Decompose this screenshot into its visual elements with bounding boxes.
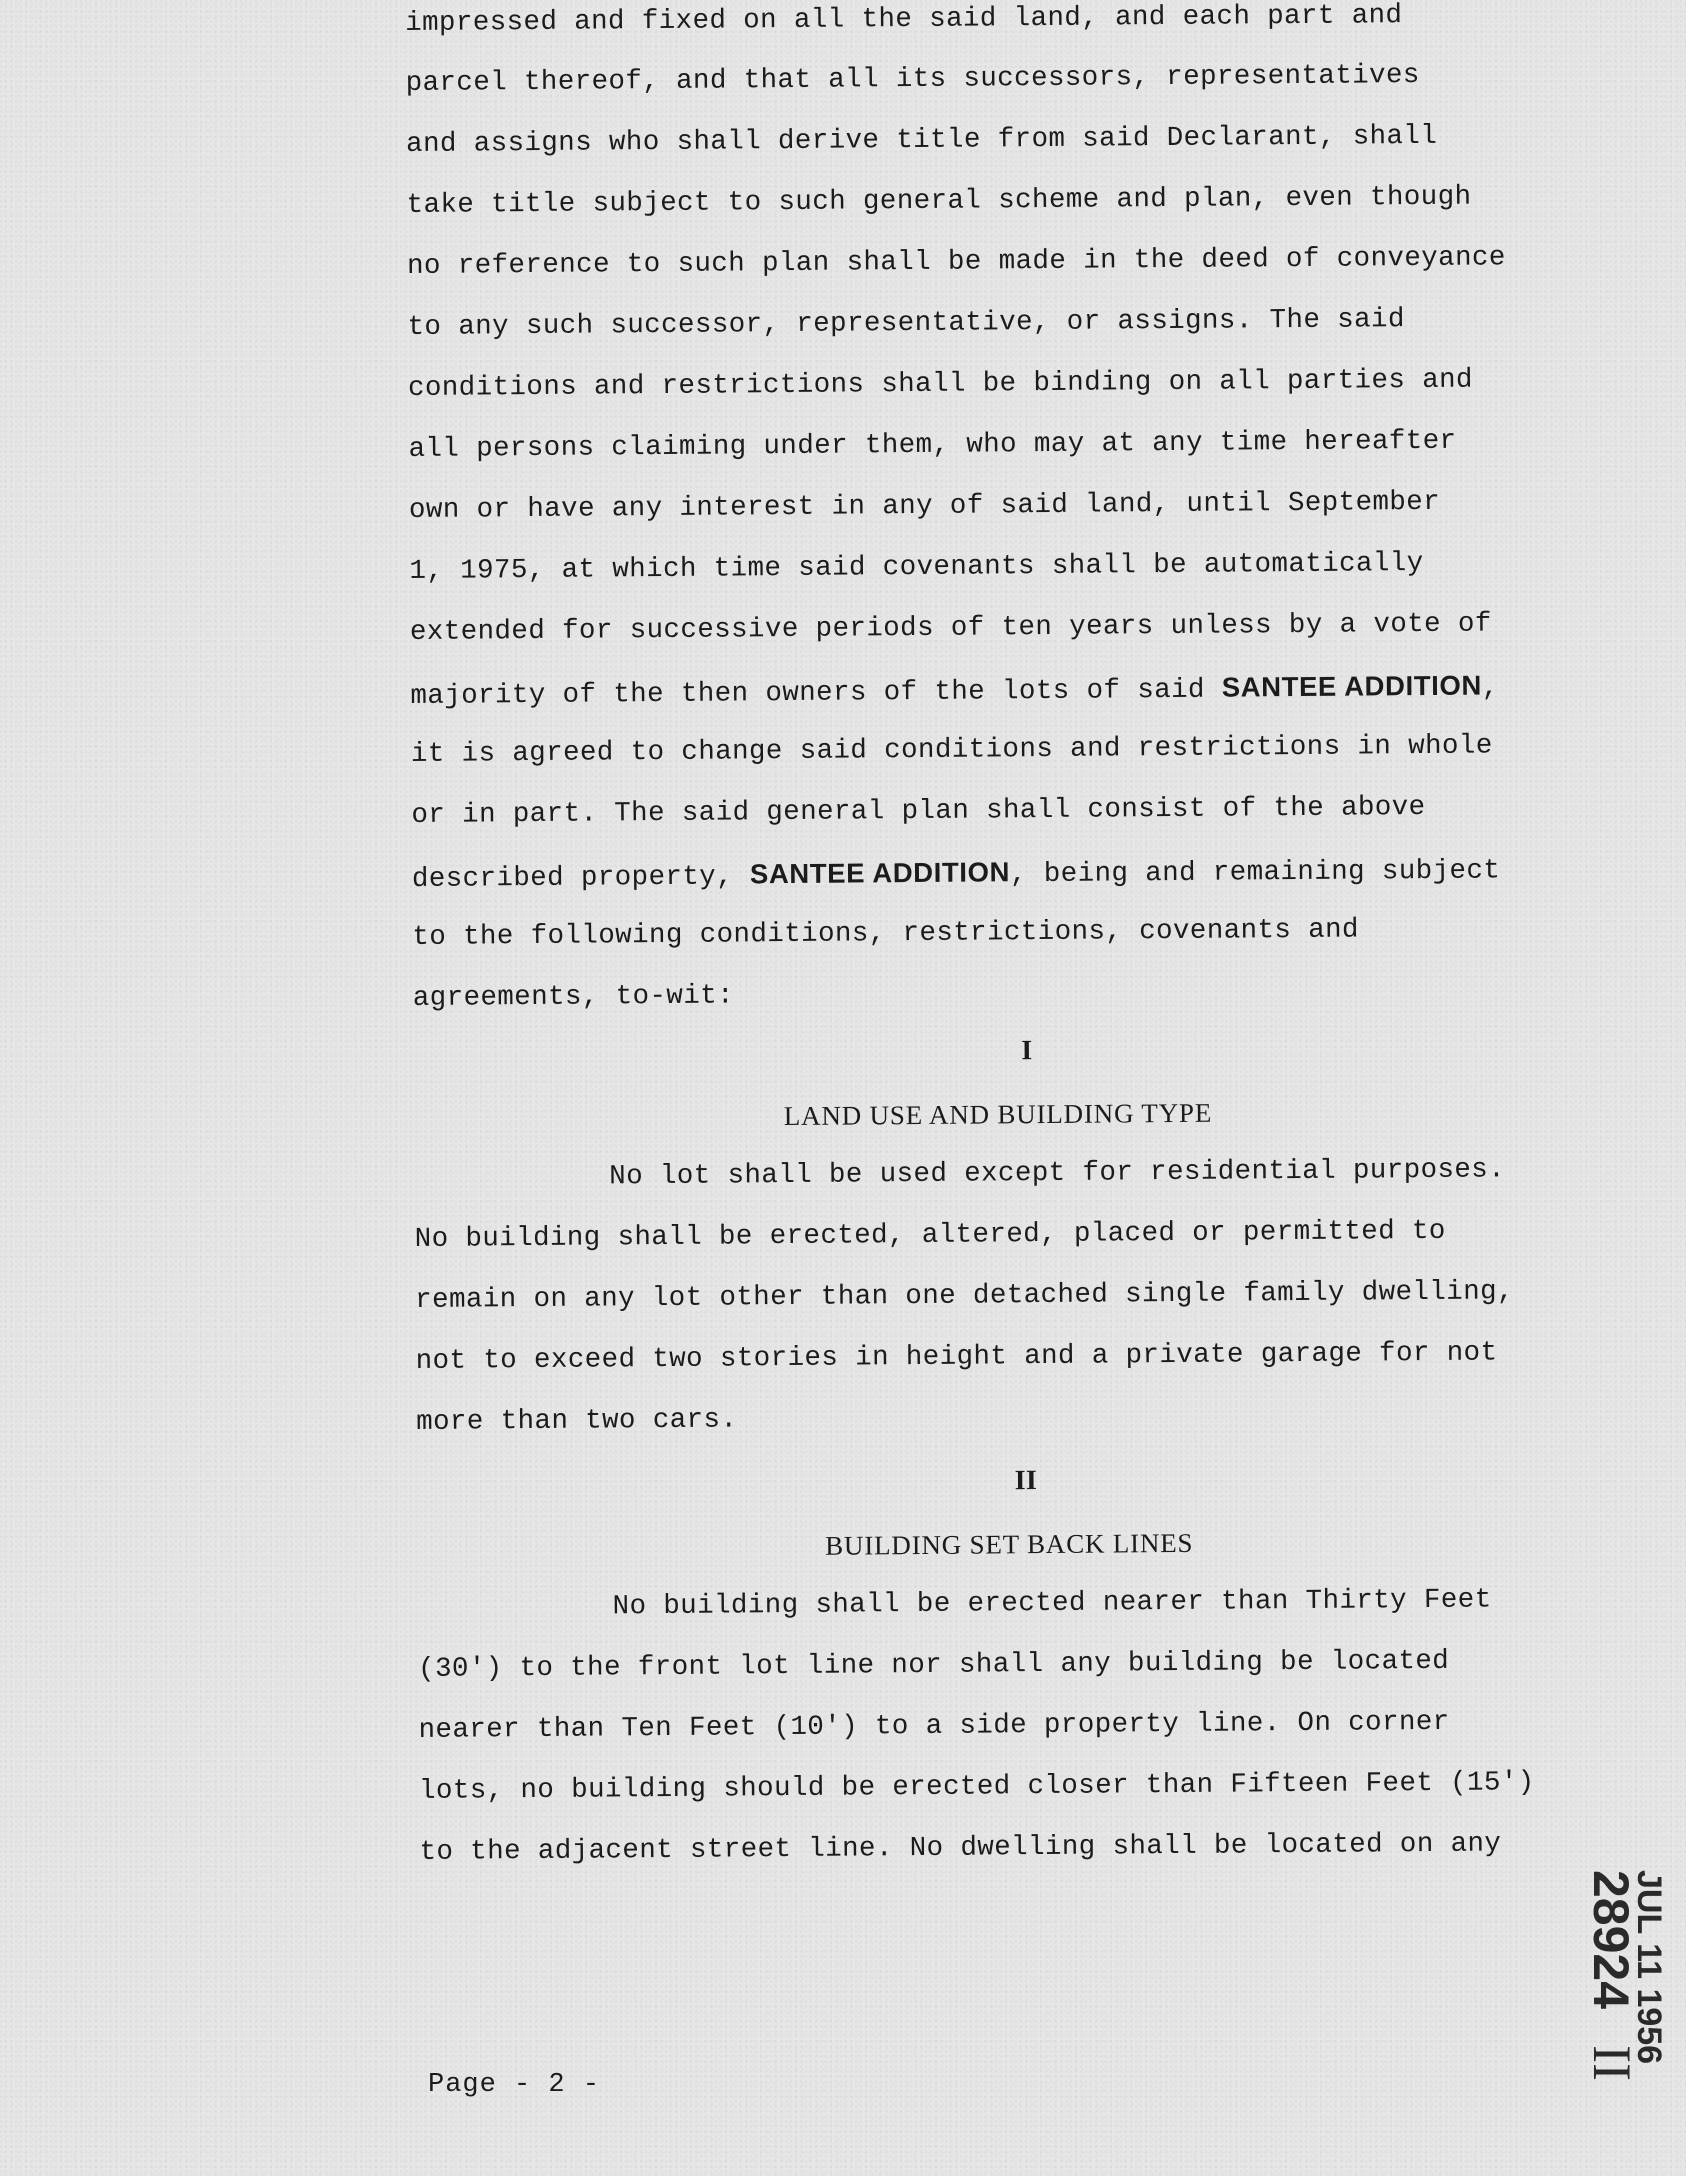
text-line: impressed and fixed on all the said land, and each part and bbox=[405, 0, 1403, 39]
text-line: to the adjacent street line. No dwelling shall be located on any bbox=[419, 1828, 1502, 1868]
text-line: lots, no building should be erected closer than Fifteen Feet (15') bbox=[418, 1767, 1535, 1807]
text-span: majority of the then owners of the lots of said bbox=[410, 674, 1222, 712]
text-line: agreements, to-wit: bbox=[412, 980, 735, 1014]
page-number: Page - 2 - bbox=[428, 2070, 601, 2100]
scan-edge bbox=[1686, 0, 1696, 2176]
text-line: nearer than Ten Feet (10') to a side property line. On corner bbox=[418, 1706, 1450, 1746]
recording-stamp bbox=[1572, 1862, 1668, 2132]
text-line: remain on any lot other than one detached single family dwelling, bbox=[415, 1276, 1514, 1316]
text-line: and assigns who shall derive title from said Declarant, shall bbox=[406, 120, 1438, 160]
text-line: to the following conditions, restrictions, covenants and bbox=[412, 914, 1360, 953]
text-line bbox=[410, 671, 1499, 710]
subdivision-name: SANTEE ADDITION bbox=[749, 856, 1011, 890]
text-line: No lot shall be used except for residential purposes. bbox=[609, 1154, 1506, 1193]
section-numeral: I bbox=[1021, 1035, 1033, 1067]
stamp-number: 28924 bbox=[1583, 1870, 1639, 2010]
text-line: parcel thereof, and that all its successors, representatives bbox=[405, 60, 1420, 99]
text-line: 1, 1975, at which time said covenants shall be automatically bbox=[409, 548, 1424, 587]
section-numeral: II bbox=[1014, 1465, 1038, 1497]
text-line: take title subject to such general scheme and plan, even though bbox=[406, 181, 1472, 221]
text-line: it is agreed to change said conditions and restrictions in whole bbox=[410, 730, 1493, 770]
text-line: to any such successor, representative, or assigns. The said bbox=[407, 304, 1405, 343]
subdivision-name: SANTEE ADDITION bbox=[1221, 669, 1482, 703]
text-line: extended for successive periods of ten years unless by a vote of bbox=[409, 608, 1492, 648]
text-line: (30') to the front lot line nor shall any building be located bbox=[417, 1645, 1450, 1685]
stamp-mark: II bbox=[1582, 2045, 1642, 2081]
text-line: No building shall be erected nearer than Thirty Feet bbox=[612, 1584, 1492, 1623]
text-line: own or have any interest in any of said land, until September bbox=[408, 486, 1441, 526]
text-span: , being and remaining subject bbox=[1009, 855, 1501, 891]
text-span: , bbox=[1481, 672, 1499, 704]
text-line bbox=[412, 854, 1501, 893]
text-line: conditions and restrictions shall be binding on all parties and bbox=[407, 364, 1474, 404]
text-line: or in part. The said general plan shall consist of the above bbox=[411, 792, 1426, 831]
section-heading: BUILDING SET BACK LINES bbox=[825, 1527, 1194, 1561]
text-line: not to exceed two stories in height and a private garage for not bbox=[415, 1337, 1498, 1377]
text-line: all persons claiming under them, who may at any time hereafter bbox=[408, 425, 1457, 465]
section-heading: LAND USE AND BUILDING TYPE bbox=[783, 1097, 1213, 1132]
text-line: No building shall be erected, altered, placed or permitted to bbox=[414, 1215, 1446, 1255]
text-line: no reference to such plan shall be made in the deed of conveyance bbox=[406, 242, 1506, 282]
text-span: described property, bbox=[411, 861, 751, 895]
text-line: more than two cars. bbox=[416, 1404, 738, 1438]
stamp-date: JUL 11 1956 bbox=[1630, 1870, 1668, 2065]
